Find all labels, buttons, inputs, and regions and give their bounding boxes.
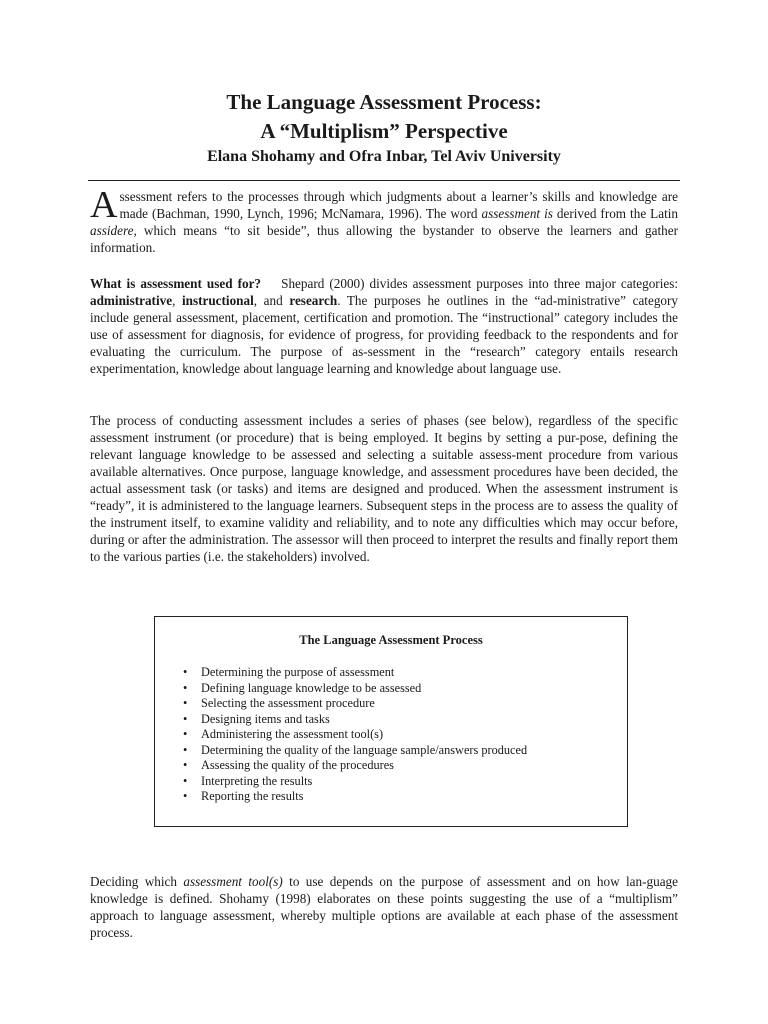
list-item: • Determining the purpose of assessment xyxy=(183,665,395,679)
bullet-icon: • xyxy=(183,727,188,741)
process-paragraph: The process of conducting assessment includes a series of phases (see below), regardless of the specific assessment instrument (or procedure) that is being employed. It begins by setting a pur-pose, defining the relevant language knowledge to be assessed and selecting a suitable assess-ment procedure from various available alternatives. Once purpose, language knowledge, and assessment procedures have been decided, the actual assessment task (or tasks) and items are designed and produced. When the assessment instrument is “ready”, it is administered to the language learners. Subsequent steps in the process are to assess the quality of the instrument itself, to examine validity and reliability, and to note any difficulties which may occur before, during or after the administration. The assessor will then proceed to interpret the results and finally report them to the various parties (i.e. the stakeholders) involved. xyxy=(90,413,678,564)
drop-cap: A xyxy=(90,184,118,226)
article-authors: Elana Shohamy and Ofra Inbar, Tel Aviv University xyxy=(207,148,561,165)
box-title: The Language Assessment Process xyxy=(299,633,483,647)
intro-paragraph: Assessment refers to the processes through which judgments about a learner’s skills and knowledge are made (Bachman, 1990, Lynch, 1996; McNamara, 1996). The word assessment is derived from the Latin assidere, which means “to sit beside”, thus allowing the bystander to observe the learners and gather information. xyxy=(90,184,678,255)
list-item: • Administering the assessment tool(s) xyxy=(183,727,384,741)
header-divider xyxy=(88,180,680,181)
list-item: • Determining the quality of the language sample/answers produced xyxy=(183,742,528,757)
article-title xyxy=(0,88,768,146)
process-list xyxy=(155,665,627,805)
bullet-icon: • xyxy=(183,742,188,757)
bullet-icon: • xyxy=(183,680,188,695)
bullet-icon: • xyxy=(183,665,188,679)
process-box xyxy=(154,616,628,827)
list-item: • Selecting the assessment procedure xyxy=(183,696,375,710)
bullet-icon: • xyxy=(183,711,188,726)
purposes-paragraph: What is assessment used for? Shepard (2000) divides assessment purposes into three major categories: administrative, instructional, and research. The purposes he outlines in the “ad-ministrative” category include general assessment, placement, certification and promotion. The “instructional” category includes the use of assessment for diagnosis, for evidence of progress, for providing feedback to the respondents and for evaluating the curriculum. The purpose of as-sessment in the “research” category entails research experimentation, knowledge about language learning and knowledge about language use. xyxy=(90,276,679,376)
tools-paragraph: Deciding which assessment tool(s) to use depends on the purpose of assessment and on how lan-guage knowledge is defined. Shohamy (1998) elaborates on these points suggesting the use of a “multiplism” approach to language assessment, whereby multiple options are available at each phase of the assessment process. xyxy=(90,874,678,940)
bullet-icon: • xyxy=(183,773,188,788)
title-line-2: A “Multiplism” Perspective xyxy=(260,119,508,143)
list-item: • Assessing the quality of the procedures xyxy=(183,758,394,772)
title-line-1: The Language Assessment Process: xyxy=(226,90,542,114)
list-item: • Interpreting the results xyxy=(183,773,313,788)
section-heading: What is assessment used for? xyxy=(90,276,262,291)
list-item: • Reporting the results xyxy=(183,789,304,803)
bullet-icon: • xyxy=(183,789,188,803)
bullet-icon: • xyxy=(183,758,188,772)
list-item: • Defining language knowledge to be assessed xyxy=(183,680,422,695)
list-item: • Designing items and tasks xyxy=(183,711,330,726)
bullet-icon: • xyxy=(183,696,188,710)
